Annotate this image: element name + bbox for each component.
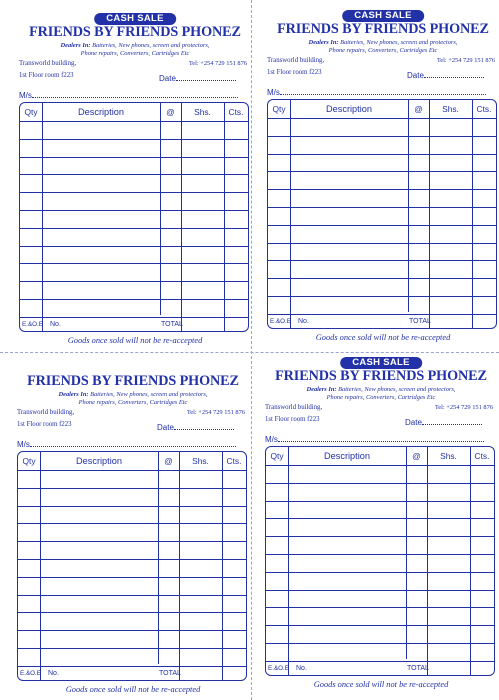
eoe-label: E.&O.E — [22, 321, 43, 328]
item-row-line — [18, 523, 246, 524]
col-header-shs: Shs. — [440, 451, 457, 461]
shop-address — [265, 402, 322, 426]
item-row-line — [20, 157, 248, 158]
shop-address — [17, 407, 74, 431]
dealer-label: Dealers In: — [308, 39, 339, 46]
date-blank-line — [422, 418, 482, 425]
vertical-cut-line — [251, 0, 252, 700]
item-row-line — [266, 590, 494, 591]
address-line-1: Transworld building, — [17, 409, 75, 416]
col-header-description: Description — [78, 107, 124, 117]
shop-title: FRIENDS BY FRIENDS PHONEZ — [275, 368, 487, 384]
item-row-line — [20, 246, 248, 247]
col-header-description: Description — [324, 451, 370, 461]
shop-title: FRIENDS BY FRIENDS PHONEZ — [277, 21, 489, 37]
item-row-line — [20, 139, 248, 140]
header-divider — [20, 121, 248, 122]
dealer-line-1: Batteries, New phones, screen and protectors, — [336, 386, 456, 393]
customer-blank-line — [278, 435, 484, 442]
dealer-info — [267, 39, 499, 55]
item-row-line — [268, 225, 496, 226]
receipt-1 — [19, 13, 251, 351]
customer-blank-line — [280, 88, 486, 95]
cash-sale-badge: CASH SALE — [342, 10, 424, 22]
date-label: Date — [159, 74, 176, 83]
address-line-2: 1st Floor room f223 — [265, 416, 320, 423]
customer-label: M/s — [17, 440, 30, 449]
horizontal-cut-line — [0, 352, 499, 353]
col-header-qty: Qty — [272, 104, 286, 114]
shop-title: FRIENDS BY FRIENDS PHONEZ — [27, 373, 239, 389]
shop-title: FRIENDS BY FRIENDS PHONEZ — [29, 24, 241, 40]
item-row-line — [18, 595, 246, 596]
total-label: TOTAL — [159, 670, 181, 677]
item-row-line — [268, 278, 496, 279]
item-row-line — [18, 648, 246, 649]
items-table — [19, 102, 249, 332]
no-return-note: Goods once sold will not be re-accepted — [315, 333, 451, 342]
item-row-line — [20, 263, 248, 264]
column-divider — [290, 100, 291, 328]
column-divider — [472, 100, 473, 328]
column-divider — [429, 100, 430, 328]
dealer-label: Dealers In: — [60, 42, 91, 49]
item-row-line — [266, 572, 494, 573]
customer-blank-line — [30, 440, 236, 447]
column-divider — [160, 103, 161, 315]
col-header-at: @ — [166, 107, 175, 117]
col-header-shs: Shs. — [442, 104, 459, 114]
item-row-line — [266, 643, 494, 644]
column-divider — [408, 100, 409, 312]
address-line-2: 1st Floor room f223 — [267, 69, 322, 76]
receipt-4 — [265, 357, 497, 695]
receipt-2 — [267, 10, 499, 348]
dealer-info — [19, 42, 251, 58]
item-row-line — [268, 154, 496, 155]
total-label: TOTAL — [161, 321, 183, 328]
no-return-note: Goods once sold will not be re-accepted — [313, 680, 449, 689]
no-return-note: Goods once sold will not be re-accepted — [65, 685, 201, 694]
item-row-line — [268, 207, 496, 208]
column-divider — [406, 447, 407, 659]
date-field[interactable] — [407, 71, 484, 80]
dealer-line-1: Batteries, New phones, screen and protectors, — [338, 39, 458, 46]
item-row-line — [20, 210, 248, 211]
column-divider — [470, 447, 471, 675]
column-divider — [158, 452, 159, 664]
item-row-line — [18, 559, 246, 560]
no-return-note: Goods once sold will not be re-accepted — [67, 336, 203, 345]
date-blank-line — [424, 71, 484, 78]
total-label: TOTAL — [409, 318, 431, 325]
column-divider — [40, 452, 41, 680]
shop-telephone: Tel: +254 729 151 876 — [436, 57, 495, 64]
item-row-line — [18, 612, 246, 613]
item-row-line — [266, 483, 494, 484]
customer-field[interactable] — [17, 440, 236, 449]
eoe-label: E.&O.E — [270, 318, 291, 325]
item-row-line — [18, 577, 246, 578]
shop-telephone: Tel: +254 729 151 876 — [188, 60, 247, 67]
col-header-at: @ — [414, 104, 423, 114]
shop-telephone: Tel: +254 729 151 876 — [186, 409, 245, 416]
column-divider — [222, 452, 223, 680]
date-blank-line — [176, 74, 236, 81]
header-divider — [18, 470, 246, 471]
item-row-line — [268, 260, 496, 261]
col-header-qty: Qty — [270, 451, 284, 461]
customer-label: M/s — [265, 435, 278, 444]
date-field[interactable] — [159, 74, 236, 83]
address-line-1: Transworld building, — [19, 60, 77, 67]
dealer-info — [265, 386, 497, 402]
col-header-cts: Cts. — [476, 104, 492, 114]
col-header-description: Description — [326, 104, 372, 114]
date-blank-line — [174, 423, 234, 430]
date-label: Date — [405, 418, 422, 427]
customer-field[interactable] — [267, 88, 486, 97]
receipt-3 — [17, 362, 249, 700]
customer-label: M/s — [19, 91, 32, 100]
date-label: Date — [407, 71, 424, 80]
dealer-line-2: Phone repairs, Converters, Cartridges Etc — [80, 50, 190, 57]
cash-sale-badge: CASH SALE — [340, 357, 422, 369]
customer-blank-line — [32, 91, 238, 98]
item-row-line — [268, 189, 496, 190]
item-row-line — [266, 501, 494, 502]
dealer-info — [17, 391, 249, 407]
dealer-line-1: Batteries, New phones, screen and protectors, — [88, 391, 208, 398]
col-header-description: Description — [76, 456, 122, 466]
item-row-line — [266, 625, 494, 626]
col-header-at: @ — [412, 451, 421, 461]
shop-telephone: Tel: +254 729 151 876 — [434, 404, 493, 411]
column-divider — [427, 447, 428, 675]
col-header-shs: Shs. — [192, 456, 209, 466]
item-row-line — [20, 174, 248, 175]
column-divider — [224, 103, 225, 331]
address-line-1: Transworld building, — [265, 404, 323, 411]
item-row-line — [266, 554, 494, 555]
item-row-line — [20, 192, 248, 193]
item-row-line — [20, 228, 248, 229]
dealer-line-2: Phone repairs, Converters, Cartridges Etc — [78, 399, 188, 406]
items-table — [267, 99, 497, 329]
eoe-label: E.&O.E — [268, 665, 289, 672]
item-row-line — [18, 630, 246, 631]
item-row-line — [18, 488, 246, 489]
date-label: Date — [157, 423, 174, 432]
eoe-label: E.&O.E — [20, 670, 41, 677]
dealer-label: Dealers In: — [58, 391, 89, 398]
item-row-line — [268, 136, 496, 137]
item-row-line — [268, 243, 496, 244]
header-divider — [266, 465, 494, 466]
date-field[interactable] — [405, 418, 482, 427]
address-line-2: 1st Floor room f223 — [17, 421, 72, 428]
customer-field[interactable] — [19, 91, 238, 100]
item-row-line — [266, 607, 494, 608]
header-divider — [268, 118, 496, 119]
col-header-qty: Qty — [24, 107, 38, 117]
dealer-label: Dealers In: — [306, 386, 337, 393]
column-divider — [288, 447, 289, 675]
receipt-number-label: No. — [50, 321, 61, 328]
date-field[interactable] — [157, 423, 234, 432]
dealer-line-2: Phone repairs, Converters, Cartridges Etc — [328, 47, 438, 54]
col-header-qty: Qty — [22, 456, 36, 466]
column-divider — [181, 103, 182, 331]
customer-label: M/s — [267, 88, 280, 97]
item-row-line — [20, 299, 248, 300]
col-header-shs: Shs. — [194, 107, 211, 117]
item-row-line — [20, 281, 248, 282]
item-row-line — [18, 506, 246, 507]
total-label: TOTAL — [407, 665, 429, 672]
item-row-line — [266, 536, 494, 537]
col-header-at: @ — [164, 456, 173, 466]
column-divider — [179, 452, 180, 680]
receipt-number-label: No. — [48, 670, 59, 677]
shop-address — [267, 55, 324, 79]
items-table — [265, 446, 495, 676]
address-line-1: Transworld building, — [267, 57, 325, 64]
col-header-cts: Cts. — [474, 451, 490, 461]
col-header-cts: Cts. — [228, 107, 244, 117]
items-table — [17, 451, 247, 681]
address-line-2: 1st Floor room f223 — [19, 72, 74, 79]
item-row-line — [268, 296, 496, 297]
col-header-cts: Cts. — [226, 456, 242, 466]
customer-field[interactable] — [265, 435, 484, 444]
cash-sale-badge: CASH SALE — [94, 13, 176, 25]
dealer-line-1: Batteries, New phones, screen and protectors, — [90, 42, 210, 49]
column-divider — [42, 103, 43, 331]
item-row-line — [266, 518, 494, 519]
receipt-number-label: No. — [298, 318, 309, 325]
receipt-number-label: No. — [296, 665, 307, 672]
shop-address — [19, 58, 76, 82]
item-row-line — [18, 541, 246, 542]
dealer-line-2: Phone repairs, Converters, Cartridges Etc — [326, 394, 436, 401]
item-row-line — [268, 171, 496, 172]
